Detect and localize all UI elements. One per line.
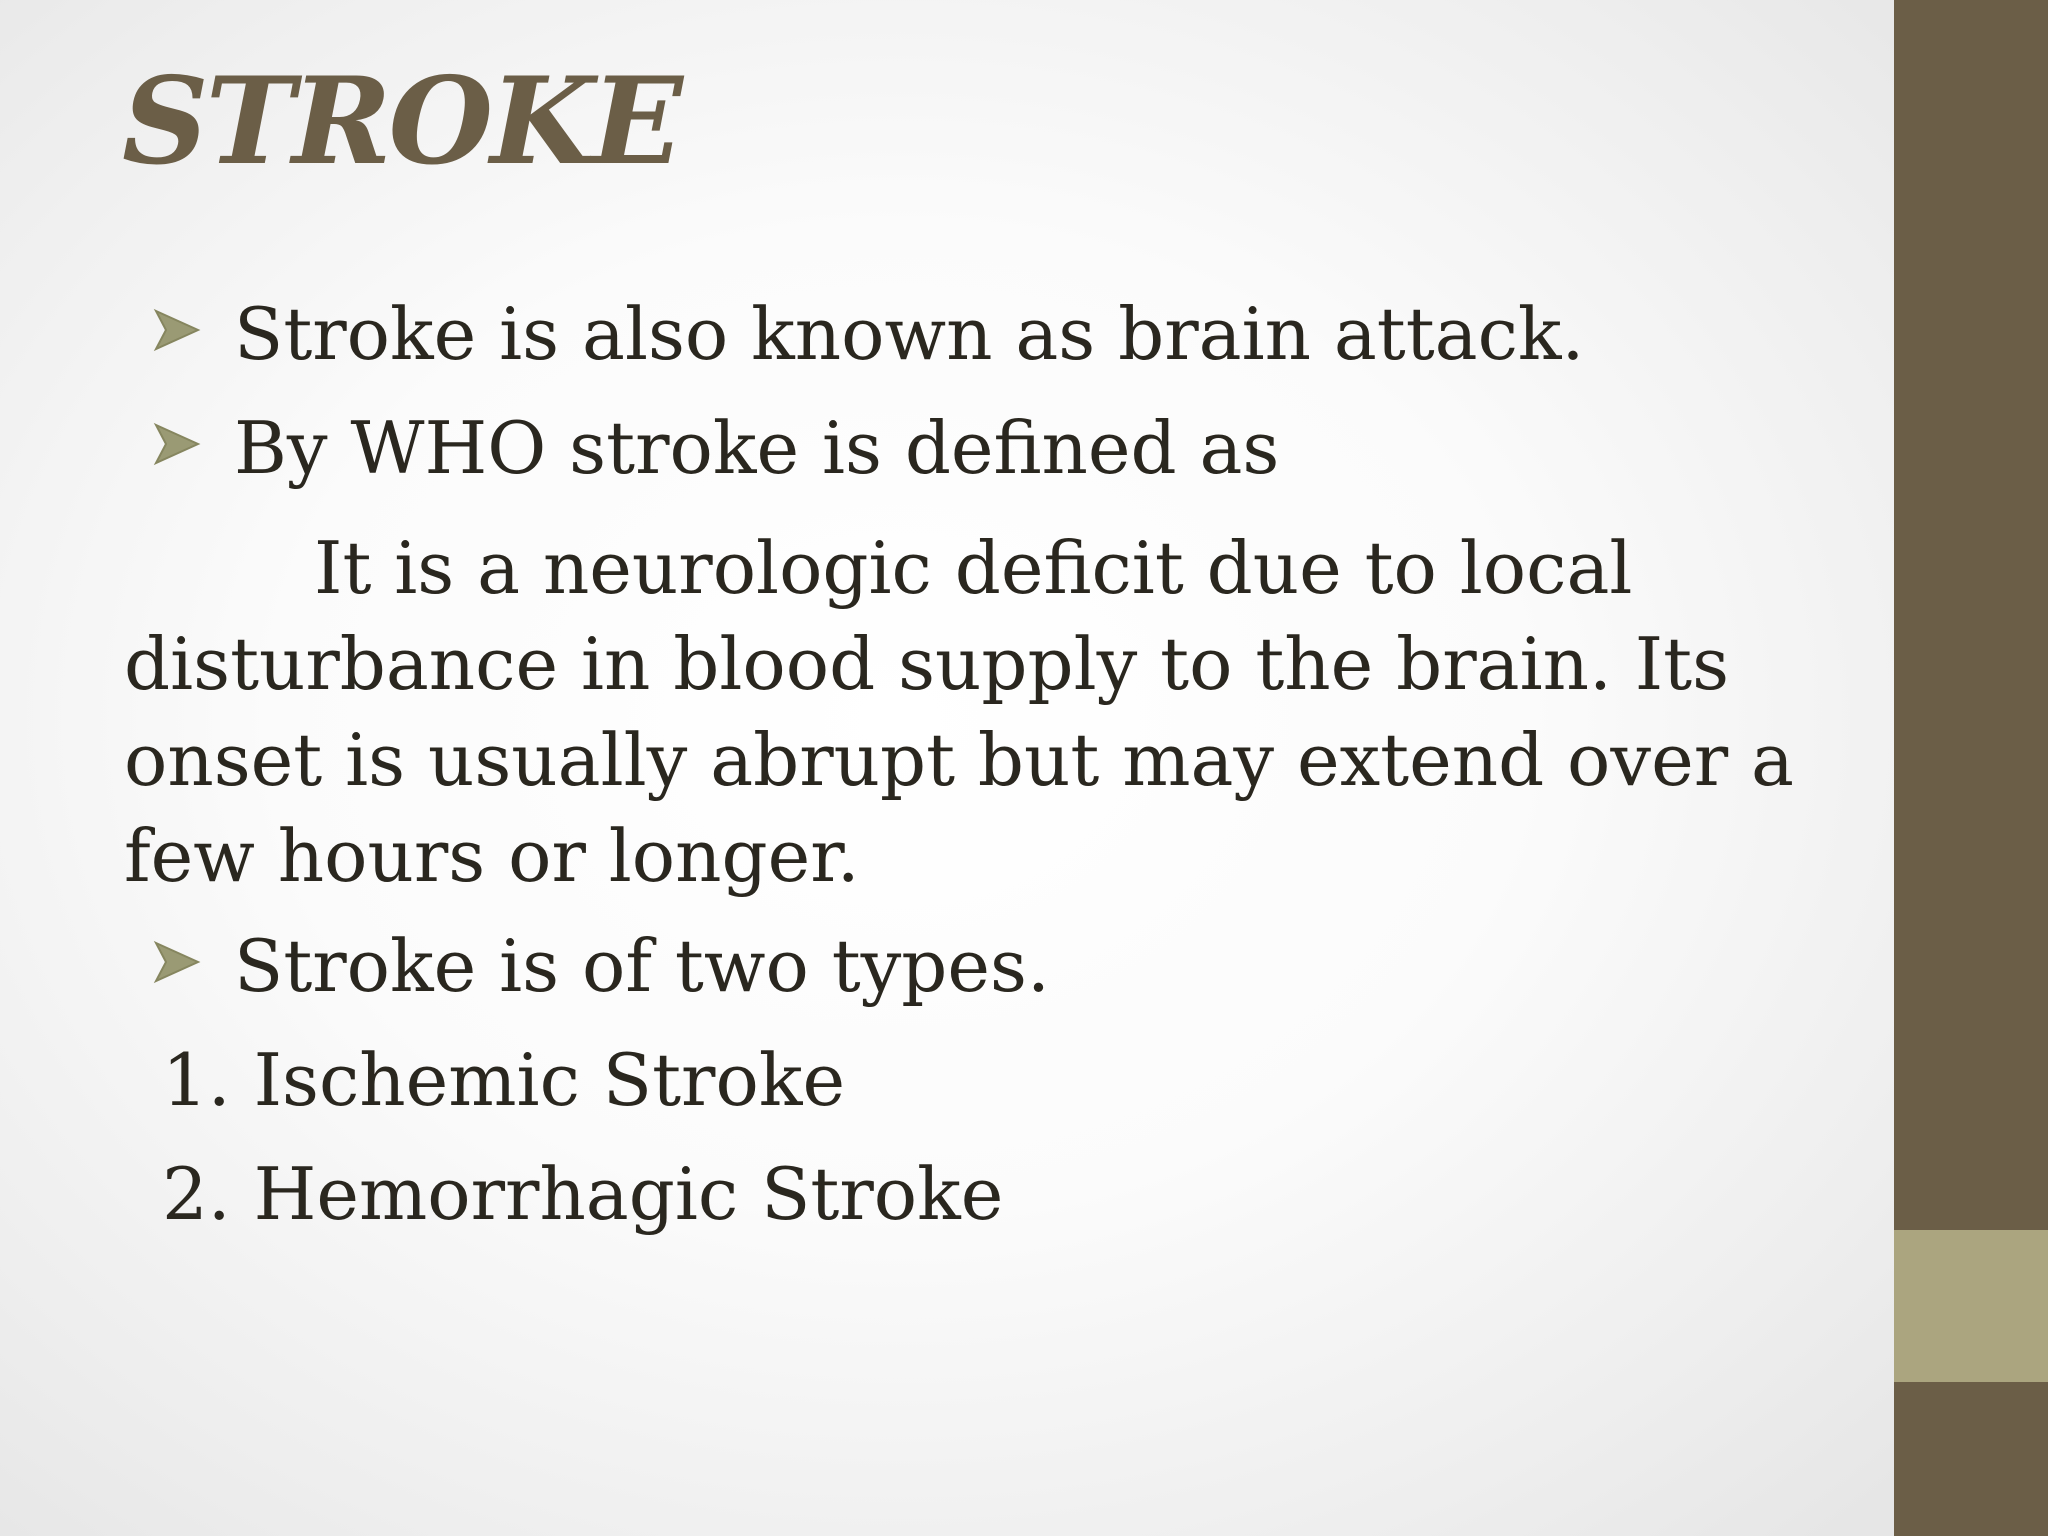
definition-paragraph bbox=[124, 520, 1894, 904]
bullet-item bbox=[152, 292, 1585, 376]
bullet-text: Stroke is also known as brain attack. bbox=[234, 292, 1585, 376]
bullet-text: Stroke is of two types. bbox=[234, 924, 1050, 1008]
numbered-item-hemorrhagic: 2. Hemorrhagic Stroke bbox=[162, 1152, 1004, 1236]
definition-rest: disturbance in blood supply to the brain. Its onset is usually abrupt but may extend over a few hours or longer. bbox=[124, 622, 1794, 898]
numbered-item-ischemic: 1. Ischemic Stroke bbox=[162, 1038, 846, 1122]
bullet-item bbox=[152, 924, 1050, 1008]
arrow-bullet-icon bbox=[152, 305, 234, 355]
decorative-sidebar-accent bbox=[1894, 1230, 2048, 1382]
bullet-text: By WHO stroke is defined as bbox=[234, 406, 1280, 490]
definition-line-1: It is a neurologic deficit due to local bbox=[314, 526, 1633, 610]
arrow-bullet-icon bbox=[152, 419, 234, 469]
bullet-item bbox=[152, 406, 1280, 490]
slide-title: STROKE bbox=[122, 51, 680, 192]
arrow-bullet-icon bbox=[152, 937, 234, 987]
